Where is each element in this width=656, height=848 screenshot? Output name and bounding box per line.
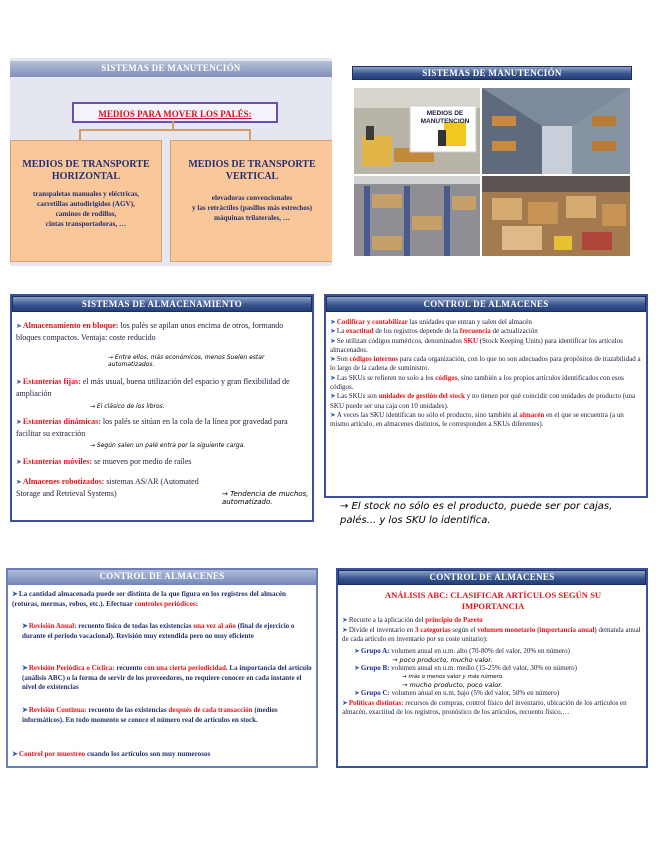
storage-item-bloque: ➤Almacenamiento en bloque: los palés se apilan unos encima de otros, formando bloques compactos. Ventaja: coste reducido <box>16 321 284 342</box>
list-item: ➤Recurre a la aplicación del principio de Pareto <box>342 616 483 624</box>
slide-title: SISTEMAS DE ALMACENAMIENTO <box>12 296 312 312</box>
handwritten-note: → El clásico de los libros. <box>90 403 165 410</box>
list-item: ➤Son códigos internos para cada organización, con lo que no son adecuados para propósitos de trazabilidad a lo largo de la cadena de suministro. <box>330 355 641 373</box>
abc-heading: ANÁLISIS ABC: CLASIFICAR ARTÍCULOS SEGÚN SU IMPORTANCIA <box>384 590 602 611</box>
abc-body <box>342 616 644 718</box>
warehouse-photo-collage <box>352 86 632 258</box>
handwritten-note: → Entre ellos, más económicos, menos Suelen estar automatizados. <box>108 354 265 368</box>
vertical-transport-box <box>170 140 332 262</box>
handwritten-note: → mucho producto, poco valor. <box>402 680 503 689</box>
slide-sistemas-manutencion-2 <box>352 62 632 258</box>
slide-title: CONTROL DE ALMACENES <box>8 570 316 585</box>
slide-title: CONTROL DE ALMACENES <box>326 296 646 312</box>
revision-periodica: ➤Revisión Periódica o Cíclica: recuento con una cierta periodicidad. La importancia del artículo (análisis ABC) o la forma de servir de los proveedores, no requiere conocer en cada instante el nivel de existencias <box>22 664 312 692</box>
list-item: ➤La exactitud de los registros depende de la frecuencia de actualización <box>330 327 538 336</box>
slide-sistemas-manutencion-1 <box>10 58 332 266</box>
handwritten-note: → poco producto, mucho valor. <box>392 656 493 665</box>
storage-item-robotizados: ➤Almacenes robotizados: sistemas AS/AR (Automated Storage and Retrieval Systems) <box>16 477 199 498</box>
list-item: ➤Las SKUs se refieren no solo a los códigos, sino también a los propios artículos identificados con esos códigos. <box>330 373 624 392</box>
handwritten-note: → más o menos valor y más número. <box>402 673 504 680</box>
list-item: ➤Codificar y contabilizar las unidades que entran y salen del almacén <box>330 318 532 326</box>
sku-list <box>330 318 644 430</box>
handwritten-note-sku: → El stock no sólo es el producto, puede ser por cajas, palés... y los SKU lo identifica. <box>340 501 613 526</box>
slide-title: SISTEMAS DE MANUTENCIÓN <box>352 66 632 80</box>
vertical-title: MEDIOS DE TRANSPORTE VERTICAL <box>188 159 316 182</box>
slide-control-almacenes-2 <box>6 568 318 768</box>
handwritten-note: → Según salen un palé entra por la siguiente carga. <box>90 442 246 449</box>
medios-header: MEDIOS PARA MOVER LOS PALÉS: <box>98 109 252 119</box>
list-item: ➤Políticas distintas: recursos de compras, control físico del inventario, ubicación de los artículos en almacén, exactitud de los registros, pronóstico de los artículos, recuento físico,… <box>342 698 627 717</box>
horizontal-transport-box <box>10 140 162 262</box>
list-item: ➤A veces las SKU identifican no sólo el producto, sino también al almacén en el que se encuentra (a un mismo artículo, en almacenes distintos, le corresponden a SKUs diferentes). <box>330 410 624 429</box>
photo-label: MEDIOS DE MANUTENCION <box>420 110 470 125</box>
group-b: ➤Grupo B: volumen anual en u.m. medio (15-25% del valor, 30% en número) <box>354 664 577 673</box>
list-item: ➤Las SKUs son unidades de gestión del stock y no tienen por qué coincidir con unidades de producto (una SKU puede ser una caja con 10 unidades). <box>330 392 636 410</box>
list-item: máquinas trilaterales, … <box>213 214 291 222</box>
horizontal-list <box>11 189 161 229</box>
storage-item-dinamicas: ➤Estanterías dinámicas: los palés se sitúan en la cola de la línea por gravedad para facilitar su extracción <box>16 417 288 438</box>
vertical-list <box>171 193 332 223</box>
list-item: caminos de rodillos, <box>55 210 117 218</box>
slide-control-almacenes-1 <box>324 294 648 498</box>
control-intro: ➤La cantidad almacenada puede ser distinta de la que figura en los registros del almacén (roturas, mermas, robos, etc.). Efectuar controles periódicos: <box>12 590 287 608</box>
handwritten-note: → Tendencia de muchos, automatizado. <box>222 490 309 506</box>
list-item: y las retráctiles (pasillos más estrechos) <box>191 204 313 212</box>
slide-analisis-abc <box>336 568 648 768</box>
group-c: ➤Grupo C: volumen anual en u.m. bajo (5% del valor, 50% en número) <box>354 688 560 697</box>
storage-item-fijas: ➤Estanterías fijas: el más usual, buena utilización del espacio y gran flexibilidad de ampliación <box>16 377 290 398</box>
storage-item-moviles: ➤Estanterías móviles: se mueven por medio de raíles <box>16 457 192 466</box>
horizontal-title: MEDIOS DE TRANSPORTE HORIZONTAL <box>22 159 150 182</box>
revision-continua: ➤Revisión Continua: recuento de las existencias después de cada transacción (medios informáticos). En todo momento se conoce el número real de artículos en stock. <box>22 706 278 724</box>
control-muestreo: ➤Control por muestreo cuando los artículos son muy numerosos <box>12 750 211 758</box>
slide-title: SISTEMAS DE MANUTENCIÓN <box>10 61 332 77</box>
list-item: carretillas autodirigidos (AGV), <box>37 200 135 208</box>
list-item: elevadoras convencionales <box>211 194 293 202</box>
slide-sistemas-almacenamiento <box>10 294 314 522</box>
group-a: ➤Grupo A: volumen anual en u.m. alto (70-80% del valor, 20% en número) <box>354 646 570 655</box>
revision-anual: ➤Revisión Anual: recuento físico de todas las existencias una vez al año (final de ejercicio o durante el periodo vacacional). Revisión muy extendida pero no muy eficiente <box>22 622 295 640</box>
list-item: ➤Divide el inventario en 3 categorías según el volumen monetario (importancia anual) demanda anual de cada artículo en inventario por su coste unitario): <box>342 625 641 644</box>
slide-title: CONTROL DE ALMACENES <box>338 570 646 585</box>
list-item: cintas transportadoras, … <box>45 220 127 228</box>
list-item: ➤Se utilizan códigos numéricos, denominados SKU (Stock Keeping Units) para identificar los artículos almacenados. <box>330 336 623 354</box>
list-item: transpaletas manuales y eléctricas, <box>32 190 140 198</box>
